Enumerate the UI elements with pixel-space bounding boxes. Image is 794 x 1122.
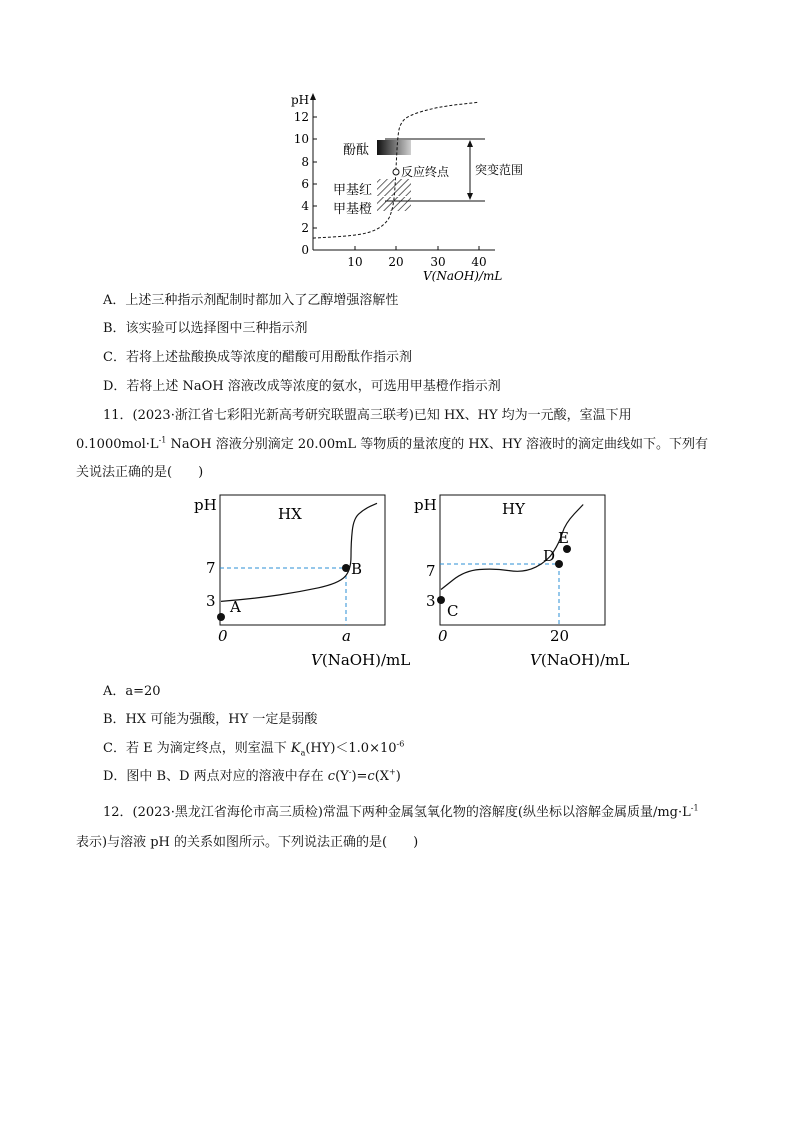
hy-point-e-label: E bbox=[558, 529, 569, 547]
q11-option-d-c1: c bbox=[327, 769, 336, 784]
q10-option-d: D．若将上述 NaOH 溶液改成等浓度的氨水，可选用甲基橙作指示剂 bbox=[103, 379, 501, 394]
hy-x-tick-20: 20 bbox=[550, 627, 570, 645]
hy-point-d-marker bbox=[555, 560, 563, 568]
label-jump-range: 突变范围 bbox=[475, 163, 524, 177]
q11-option-c-exp: -6 bbox=[396, 739, 405, 749]
y-ticks bbox=[294, 110, 317, 257]
x-ticks bbox=[347, 246, 486, 269]
hy-titration-chart bbox=[410, 488, 630, 673]
x-tick-10: 10 bbox=[347, 255, 363, 269]
hx-y-label: pH bbox=[194, 496, 217, 514]
hx-tick-7: 7 bbox=[206, 559, 216, 577]
titration-indicator-chart bbox=[285, 90, 545, 285]
q12-stem-line1-text: 12．(2023·黑龙江省海伦市高三质检)常温下两种金属氢氧化物的溶解度(纵坐标以溶解金属质量/mg·L bbox=[103, 805, 691, 820]
hy-tick-7: 7 bbox=[426, 562, 436, 580]
q11-stem-line2 bbox=[76, 437, 708, 453]
hx-titration-chart bbox=[190, 488, 411, 673]
label-endpoint: 反应终点 bbox=[401, 165, 450, 179]
y-tick-4: 4 bbox=[301, 199, 309, 213]
q11-option-c-value: (HY)＜1.0×10 bbox=[305, 741, 397, 756]
label-phenolphthalein: 酚酞 bbox=[343, 143, 370, 158]
q11-option-c bbox=[103, 741, 404, 757]
q10-option-a: A．上述三种指示剂配制时都加入了乙醇增强溶解性 bbox=[103, 293, 399, 308]
jump-arrow-down bbox=[467, 193, 473, 200]
y-tick-10: 10 bbox=[293, 132, 309, 146]
hx-x-tick-a: a bbox=[342, 627, 351, 645]
endpoint-marker bbox=[393, 169, 399, 175]
q10-option-c: C．若将上述盐酸换成等浓度的醋酸可用酚酞作指示剂 bbox=[103, 350, 412, 365]
q11-option-c-k: K bbox=[290, 741, 301, 756]
hy-tick-3: 3 bbox=[426, 592, 436, 610]
hy-x-axis-label: V(NaOH)/mL bbox=[530, 651, 630, 669]
label-methyl-red: 甲基红 bbox=[333, 183, 373, 198]
hx-tick-3: 3 bbox=[206, 592, 216, 610]
y-axis-label: pH bbox=[291, 93, 310, 107]
q11-option-d-c2: c bbox=[367, 769, 375, 784]
q11-stem-line2-rest: NaOH 溶液分别滴定 20.00mL 等物质的量浓度的 HX、HY 溶液时的滴定曲线如下。下列有 bbox=[166, 437, 708, 452]
hx-title: HX bbox=[278, 505, 302, 523]
hx-point-a-label: A bbox=[230, 598, 241, 616]
hx-point-b-marker bbox=[342, 564, 350, 572]
jump-arrow-up bbox=[467, 140, 473, 147]
y-axis-arrow bbox=[310, 93, 316, 100]
q11-option-d-x: (X bbox=[374, 769, 390, 784]
q12-stem-line1 bbox=[103, 805, 699, 821]
q11-stem-line3: 关说法正确的是( ) bbox=[76, 465, 204, 480]
y-tick-8: 8 bbox=[301, 155, 309, 169]
y-tick-12: 12 bbox=[293, 110, 309, 124]
q11-option-d-eq: )= bbox=[351, 769, 368, 784]
hy-origin: 0 bbox=[438, 627, 448, 645]
q11-option-c-sub: a bbox=[300, 748, 306, 758]
q11-option-b: B．HX 可能为强酸，HY 一定是弱酸 bbox=[103, 712, 318, 727]
q11-option-d-close: ) bbox=[395, 769, 401, 784]
y-tick-2: 2 bbox=[301, 221, 309, 235]
hy-point-c-label: C bbox=[447, 602, 459, 620]
q11-option-d-sup1: - bbox=[348, 767, 352, 777]
phenolphthalein-band bbox=[377, 140, 411, 155]
q11-option-d-sup2: + bbox=[389, 767, 396, 777]
hx-x-axis-label: V(NaOH)/mL bbox=[311, 651, 411, 669]
q11-option-d-text: D．图中 B、D 两点对应的溶液中存在 bbox=[103, 769, 328, 784]
hy-title: HY bbox=[502, 500, 525, 518]
x-tick-20: 20 bbox=[388, 255, 404, 269]
q11-option-d-y: (Y bbox=[335, 769, 349, 784]
q10-option-b: B．该实验可以选择图中三种指示剂 bbox=[103, 321, 308, 336]
q11-option-a: A．a=20 bbox=[103, 684, 161, 699]
q11-option-d bbox=[103, 769, 401, 785]
hx-point-b-label: B bbox=[351, 560, 363, 578]
y-tick-6: 6 bbox=[301, 177, 309, 191]
hy-point-c-marker bbox=[437, 596, 445, 604]
hy-point-d-label: D bbox=[543, 547, 556, 565]
hx-point-a-marker bbox=[217, 613, 225, 621]
q12-stem-line2: 表示)与溶液 pH 的关系如图所示。下列说法正确的是( ) bbox=[76, 835, 419, 850]
label-methyl-orange: 甲基橙 bbox=[333, 202, 373, 217]
q12-stem-line1-exp: -1 bbox=[690, 803, 699, 813]
hy-y-label: pH bbox=[414, 496, 437, 514]
hx-origin: 0 bbox=[218, 627, 228, 645]
q11-stem-line1: 11．(2023·浙江省七彩阳光新高考研究联盟高三联考)已知 HX、HY 均为一元酸，室温下用 bbox=[103, 408, 632, 423]
q11-concentration-exp: -1 bbox=[158, 435, 167, 445]
y-tick-0: 0 bbox=[301, 243, 309, 257]
x-axis-label: V(NaOH)/mL bbox=[423, 269, 503, 283]
x-tick-30: 30 bbox=[430, 255, 446, 269]
x-tick-40: 40 bbox=[471, 255, 487, 269]
q11-option-c-text: C．若 E 为滴定终点，则室温下 bbox=[103, 741, 291, 756]
q11-concentration: 0.1000mol·L bbox=[76, 437, 159, 452]
